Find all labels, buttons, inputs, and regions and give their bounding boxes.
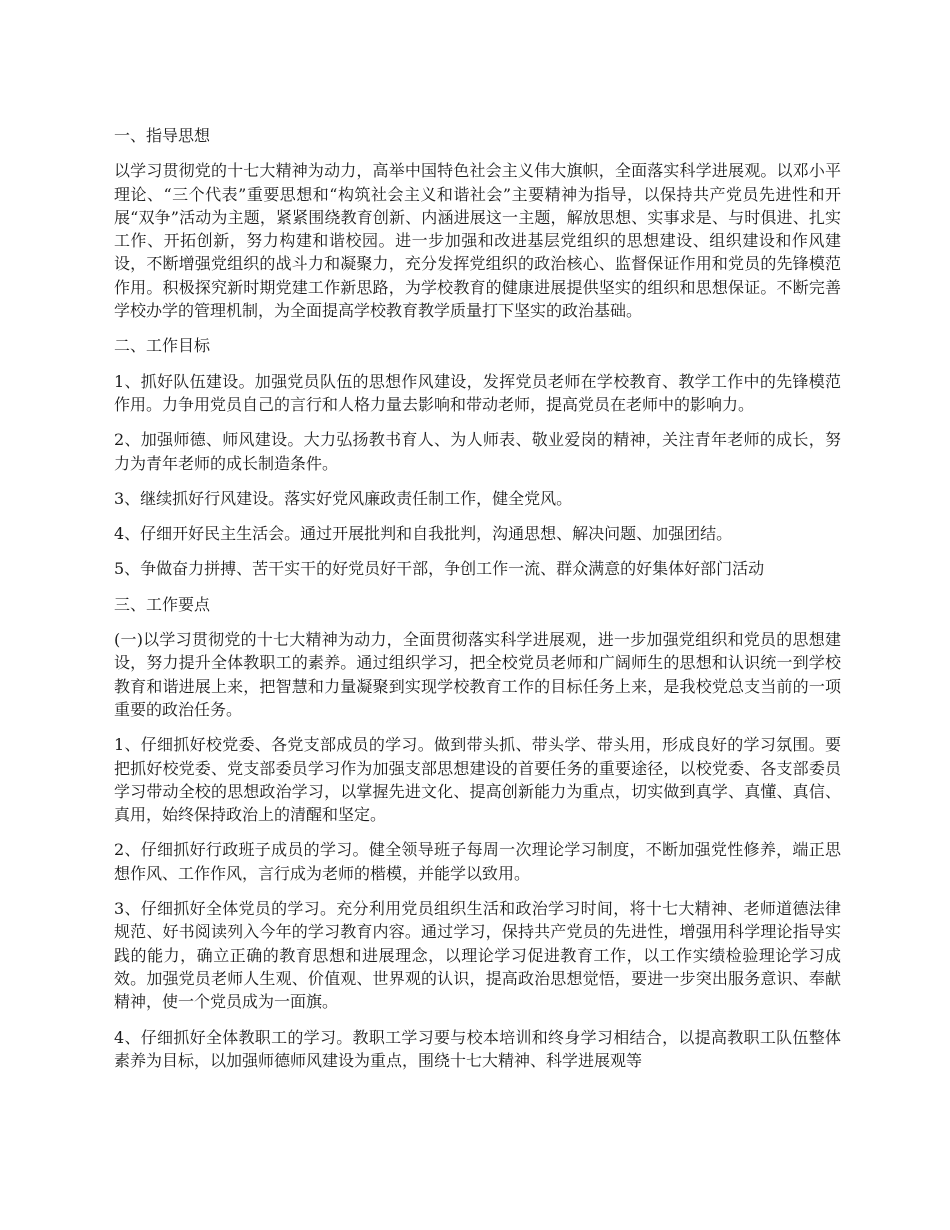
paragraph-guiding-ideology: 以学习贯彻党的十七大精神为动力，高举中国特色社会主义伟大旗帜，全面落实科学进展观。以邓小平理论、“三个代表”重要思想和“构筑社会主义和谐社会”主要精神为指导，以保持共产党员先进性和开展“双争”活动为主题，紧紧围绕教育创新、内涵进展这一主题，解放思想、实事求是、与时俱进、扎实工作、开拓创新，努力构建和谐校园。进一步加强和改进基层党组织的思想建设、组织建设和作风建设，不断增强党组织的战斗力和凝聚力，充分发挥党组织的政治核心、监督保证作用和党员的先锋模范作用。积极探究新时期党建工作新思路，为学校教育的健康进展提供坚实的组织和思想保证。不断完善学校办学的管理机制，为全面提高学校教育教学质量打下坚实的政治基础。	[114, 161, 841, 321]
work-point-item-3: 3、仔细抓好全体党员的学习。充分利用党员组织生活和政治学习时间，将十七大精神、老师道德法律规范、好书阅读列入今年的学习教育内容。通过学习，保持共产党员的先进性，增强用科学理论指导实践的能力，确立正确的教育思想和进展理念，以理论学习促进教育工作，以工作实绩检验理论学习成效。加强党员老师人生观、价值观、世界观的认识，提高政治思想觉悟，要进一步突出服务意识、奉献精神，使一个党员成为一面旗。	[114, 899, 841, 1012]
work-point-item-1: 1、仔细抓好校党委、各党支部成员的学习。做到带头抓、带头学、带头用，形成良好的学习氛围。要把抓好校党委、党支部委员学习作为加强支部思想建设的首要任务的重要途径，以校党委、各支部委员学习带动全校的思想政治学习，以掌握先进文化、提高创新能力为重点，切实做到真学、真懂、真信、真用，始终保持政治上的清醒和坚定。	[114, 735, 841, 825]
goal-item-1: 1、抓好队伍建设。加强党员队伍的思想作风建设，发挥党员老师在学校教育、教学工作中的先锋模范作用。力争用党员自己的言行和人格力量去影响和带动老师，提高党员在老师中的影响力。	[114, 371, 841, 414]
section-heading-guiding-ideology: 一、指导思想	[114, 126, 211, 145]
work-point-item-4: 4、仔细抓好全体教职工的学习。教职工学习要与校本培训和终身学习相结合，以提高教职工队伍整体素养为目标，以加强师德师风建设为重点，围绕十七大精神、科学进展观等	[114, 1027, 841, 1070]
work-point-item-2: 2、仔细抓好行政班子成员的学习。健全领导班子每周一次理论学习制度，不断加强党性修养，端正思想作风、工作作风，言行成为老师的楷模，并能学以致用。	[114, 840, 841, 883]
section-heading-work-goals: 二、工作目标	[114, 336, 211, 356]
section-heading-work-points: 三、工作要点	[114, 594, 211, 614]
goal-item-2: 2、加强师德、师风建设。大力弘扬教书育人、为人师表、敬业爱岗的精神，关注青年老师的成长，努力为青年老师的成长制造条件。	[114, 430, 841, 473]
goal-item-3: 3、继续抓好行风建设。落实好党风廉政责任制工作，健全党风。	[114, 488, 573, 508]
goal-item-5: 5、争做奋力拼搏、苦干实干的好党员好干部，争创工作一流、群众满意的好集体好部门活动	[114, 559, 765, 579]
work-point-intro: (一)以学习贯彻党的十七大精神为动力，全面贯彻落实科学进展观，进一步加强党组织和党员的思想建设，努力提升全体教职工的素养。通过组织学习，把全校党员老师和广阔师生的思想和认识统一到学校教育和谐进展上来，把智慧和力量凝聚到实现学校教育工作的目标任务上来，是我校党总支当前的一项重要的政治任务。	[114, 630, 841, 719]
goal-item-4: 4、仔细开好民主生活会。通过开展批判和自我批判，沟通思想、解决问题、加强团结。	[114, 524, 733, 544]
document-body	[114, 124, 841, 1084]
